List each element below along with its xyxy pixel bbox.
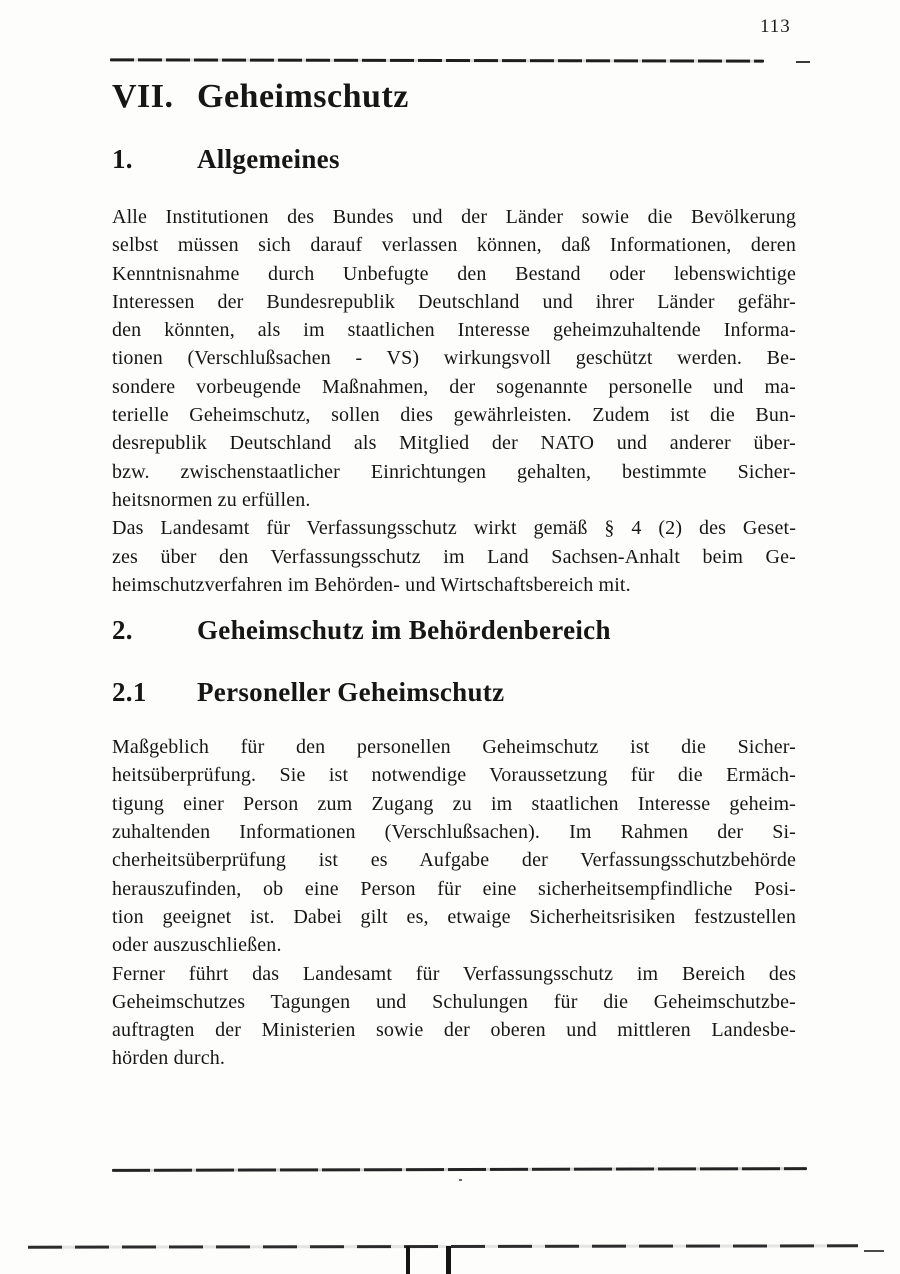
text-line: Kenntnisnahme durch Unbefugte den Bestand oder lebenswichtige	[112, 262, 796, 285]
text-line: heimschutzverfahren im Behörden- und Wirtschaftsbereich mit.	[112, 573, 631, 596]
text-line: bzw. zwischenstaatlicher Einrichtungen gehalten, bestimmte Sicher-	[112, 460, 796, 483]
header-rule	[110, 58, 764, 62]
text-line: hörden durch.	[112, 1047, 226, 1070]
text-line: zes über den Verfassungsschutz im Land Sachsen-Anhalt beim Ge-	[112, 545, 796, 568]
text-line: tion geeignet ist. Dabei gilt es, etwaige Sicherheitsrisiken festzustellen	[112, 905, 796, 928]
text-line: Das Landesamt für Verfassungsschutz wirkt gemäß § 4 (2) des Geset-	[112, 517, 796, 540]
bottom-edge-rule-fragment	[864, 1250, 884, 1252]
section-number: 2.	[112, 615, 133, 646]
section-title: Allgemeines	[197, 144, 340, 174]
text-line: sondere vorbeugende Maßnahmen, der sogenannte personelle und ma-	[112, 375, 796, 398]
text-line: oder auszuschließen.	[112, 934, 282, 957]
scan-artifact-mark	[406, 1246, 410, 1274]
footer-rule	[112, 1167, 807, 1172]
section-title: Geheimschutz im Behördenbereich	[197, 615, 611, 646]
section-number: 1.	[112, 144, 133, 174]
header-rule-fragment	[796, 61, 810, 63]
text-line: heitsüberprüfung. Sie ist notwendige Voraussetzung für die Ermäch-	[112, 764, 796, 787]
text-line: Interessen der Bundesrepublik Deutschland und ihrer Länder gefähr-	[112, 290, 796, 313]
section-heading	[112, 78, 796, 116]
text-line: terielle Geheimschutz, sollen dies gewährleisten. Zudem ist die Bun-	[112, 404, 796, 427]
document-content	[112, 78, 796, 1073]
text-line: selbst müssen sich darauf verlassen können, daß Informationen, deren	[112, 234, 796, 257]
section-heading	[112, 615, 796, 645]
scan-artifact-mark	[446, 1246, 451, 1274]
text-line: heitsnormen zu erfüllen.	[112, 488, 311, 511]
section-number: 2.1	[112, 677, 147, 708]
text-line: herauszufinden, ob eine Person für eine sicherheitsempfindliche Posi-	[112, 877, 796, 900]
text-line: tigung einer Person zum Zugang zu im staatlichen Interesse geheim-	[112, 792, 796, 815]
scan-speck	[459, 1179, 462, 1181]
section-title: Geheimschutz	[197, 78, 409, 115]
text-line: cherheitsüberprüfung ist es Aufgabe der Verfassungsschutzbehörde	[112, 849, 796, 872]
bottom-edge-rule	[28, 1244, 858, 1248]
section-number: VII.	[112, 78, 174, 115]
text-line: zuhaltenden Informationen (Verschlußsachen). Im Rahmen der Si-	[112, 821, 796, 844]
text-line: tionen (Verschlußsachen - VS) wirkungsvoll geschützt werden. Be-	[112, 347, 796, 370]
paragraph	[112, 733, 796, 1073]
text-line: desrepublik Deutschland als Mitglied der NATO und anderer über-	[112, 432, 796, 455]
page-number: 113	[760, 16, 791, 37]
section-heading	[112, 144, 796, 174]
section-heading	[112, 677, 796, 707]
text-line: Ferner führt das Landesamt für Verfassungsschutz im Bereich des	[112, 962, 796, 985]
text-line: den könnten, als im staatlichen Interesse geheimzuhaltende Informa-	[112, 319, 796, 342]
text-line: Alle Institutionen des Bundes und der Länder sowie die Bevölkerung	[112, 206, 796, 228]
paragraph	[112, 203, 796, 599]
section-title: Personeller Geheimschutz	[197, 677, 505, 708]
text-line: auftragten der Ministerien sowie der oberen und mittleren Landesbe-	[112, 1019, 796, 1042]
text-line: Geheimschutzes Tagungen und Schulungen für die Geheimschutzbe-	[112, 990, 796, 1013]
text-line: Maßgeblich für den personellen Geheimschutz ist die Sicher-	[112, 736, 796, 759]
